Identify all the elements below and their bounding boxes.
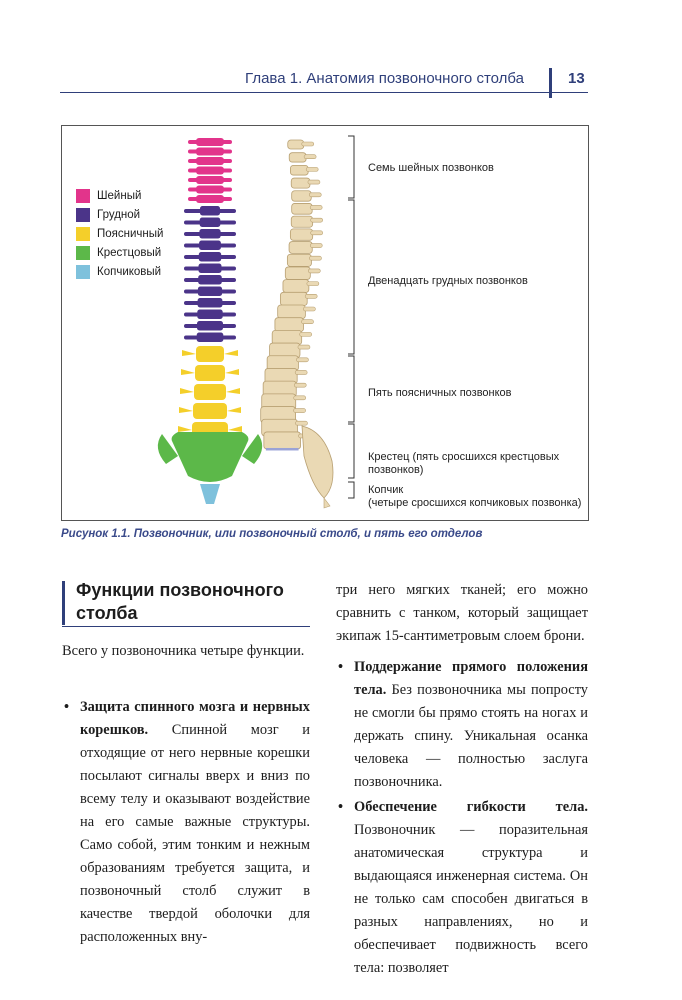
thoracic-process [184,209,236,213]
side-vertebra [272,330,302,344]
list-item-protection [62,696,310,949]
side-process [298,345,310,349]
legend [76,186,163,281]
bullet-text: Без позвоночника мы попросту не смогли бы прямо стоять на ногах и держать спину. Уникальная осанка человека — полностью заслуга позвоночника. [354,682,588,790]
thoracic-process [184,221,236,225]
legend-item-coccygeal [76,262,163,281]
region-bracket [348,424,354,478]
lumbar-process-right [228,426,242,432]
cervical-process [188,178,232,182]
side-process [300,332,312,336]
lumbar-vertebra [195,365,225,381]
thoracic-process [184,244,236,248]
label-cervical: Семь шейных позвонков [368,162,494,174]
section-rule [62,626,310,627]
cervical-process [188,159,232,163]
label-coccyx-line2: (четыре сросшихся копчиковых позвонка) [368,497,582,509]
spine-figure [61,125,589,521]
label-sacrum-line1: Крестец (пять сросшихся крестцовых [368,451,560,463]
lumbar-process-right [225,369,239,375]
label-coccyx-line1: Копчик [368,484,404,496]
side-vertebra [283,280,309,293]
thoracic-process [184,267,236,271]
side-process [302,142,314,146]
side-sacrum [302,426,333,498]
spine-side-view [261,140,333,508]
sacrum [172,432,249,482]
label-sacrum [368,451,559,477]
cervical-process [188,197,232,201]
side-process [295,370,307,374]
side-process [306,167,318,171]
side-process [308,269,320,273]
legend-label: Грудной [97,208,141,221]
thoracic-process [184,336,236,340]
lumbar-process-left [178,426,192,432]
lumbar-process-left [180,388,194,394]
legend-label: Поясничный [97,227,164,240]
side-process [305,294,317,298]
cervical-process [188,169,232,173]
side-process [307,282,319,286]
lumbar-process-right [224,350,238,356]
list-item-posture [336,656,588,794]
thoracic-process [184,301,236,305]
side-process [303,307,315,311]
legend-label: Копчиковый [97,265,162,278]
thoracic-process [184,278,236,282]
figure-caption: Рисунок 1.1. Позвоночник, или позвоночный столб, и пять его отделов [61,528,483,540]
side-vertebra [287,254,311,266]
header-rule [60,92,588,93]
label-lumbar: Пять поясничных позвонков [368,387,512,399]
lumbar-vertebra [196,346,224,362]
section-title: Функции позвоночного столба [76,580,284,623]
side-process [309,256,321,260]
side-vertebra [292,203,313,214]
intervertebral-disc [266,448,299,451]
side-vertebra [280,292,307,305]
header-divider [549,68,552,98]
coccyx [200,484,220,504]
legend-label: Крестцовый [97,246,162,259]
intro-text: Всего у позвоночника четыре функции. [62,643,305,659]
bullet-heading: Обеспечение гибкости тела. [354,799,588,815]
list-item-flexibility [336,796,588,980]
bullet-heading: Защита спинного мозга и нервных корешков. [80,699,310,738]
legend-swatch [76,246,90,260]
thoracic-process [184,232,236,236]
side-process [310,205,322,209]
side-process [309,193,321,197]
side-vertebra [289,153,306,162]
legend-item-cervical [76,186,163,205]
lumbar-process-right [226,388,240,394]
legend-label: Шейный [97,189,142,202]
legend-item-thoracic [76,205,163,224]
side-process [302,320,314,324]
side-process [296,358,308,362]
intro-paragraph [62,640,310,663]
side-process [294,409,306,413]
side-vertebra [264,432,301,449]
thoracic-process [184,255,236,259]
side-process [308,180,320,184]
continuation-text: три него мягких тканей; его можно сравнить с танком, который защищает экипаж 15-сантиметровым слоем брони. [336,582,588,644]
side-process [310,244,322,248]
cervical-process [188,188,232,192]
legend-swatch [76,265,90,279]
page-number: 13 [568,70,585,87]
side-process [295,421,307,425]
legend-item-sacral [76,243,163,262]
lumbar-vertebra [193,403,227,419]
label-coccyx [368,484,581,510]
thoracic-process [184,290,236,294]
lumbar-vertebra [194,384,226,400]
lumbar-process-right [227,407,241,413]
side-vertebra [291,178,310,188]
side-process [294,396,306,400]
side-process [294,383,306,387]
label-sacrum-line2: позвонков) [368,464,424,476]
cervical-process [188,140,232,144]
region-bracket [348,136,354,198]
lumbar-process-left [182,350,196,356]
side-vertebra [278,305,306,319]
legend-item-lumbar [76,224,163,243]
side-vertebra [288,140,304,149]
side-vertebra [291,216,312,227]
region-bracket [348,356,354,422]
section-accent-bar [62,581,65,625]
chapter-title: Глава 1. Анатомия позвоночного столба [245,70,524,87]
side-process [311,231,323,235]
spine-front-view [158,138,262,504]
bullet-heading: Поддержание прямого положения тела. [354,659,588,698]
side-vertebra [285,267,310,280]
side-vertebra [290,229,312,240]
legend-swatch [76,227,90,241]
region-brackets [348,136,354,498]
right-column [336,579,588,980]
side-vertebra [292,191,312,201]
lumbar-process-left [181,369,195,375]
side-process [304,155,316,159]
side-vertebra [289,242,312,254]
bullet-text: Позвоночник — поразительная анатомическая структура и выдающаяся инженерная система. Он не только сам способен двигаться в разных направлениях, но и обеспечивает подвижность всего тела: позволяет [354,822,588,976]
bullet-text: Спинной мозг и отходящие от него нервные корешки посылают сигналы вверх и вниз по всему телу и оказывают воздействие на его самые важные структуры. Само собой, этим тонким и нежным образованиям требуется защита, и позвоночный столб служит в качестве твердой оболочки для расположенных вну- [80,722,310,945]
thoracic-process [184,313,236,317]
legend-swatch [76,208,90,222]
label-thoracic: Двенадцать грудных позвонков [368,275,528,287]
side-process [311,218,323,222]
side-vertebra [290,165,308,175]
legend-swatch [76,189,90,203]
cervical-process [188,150,232,154]
region-bracket [348,200,354,354]
side-coccyx [324,498,330,508]
side-vertebra [275,318,304,332]
lumbar-process-left [179,407,193,413]
left-column-list [62,696,310,949]
region-bracket [348,482,354,498]
thoracic-process [184,324,236,328]
